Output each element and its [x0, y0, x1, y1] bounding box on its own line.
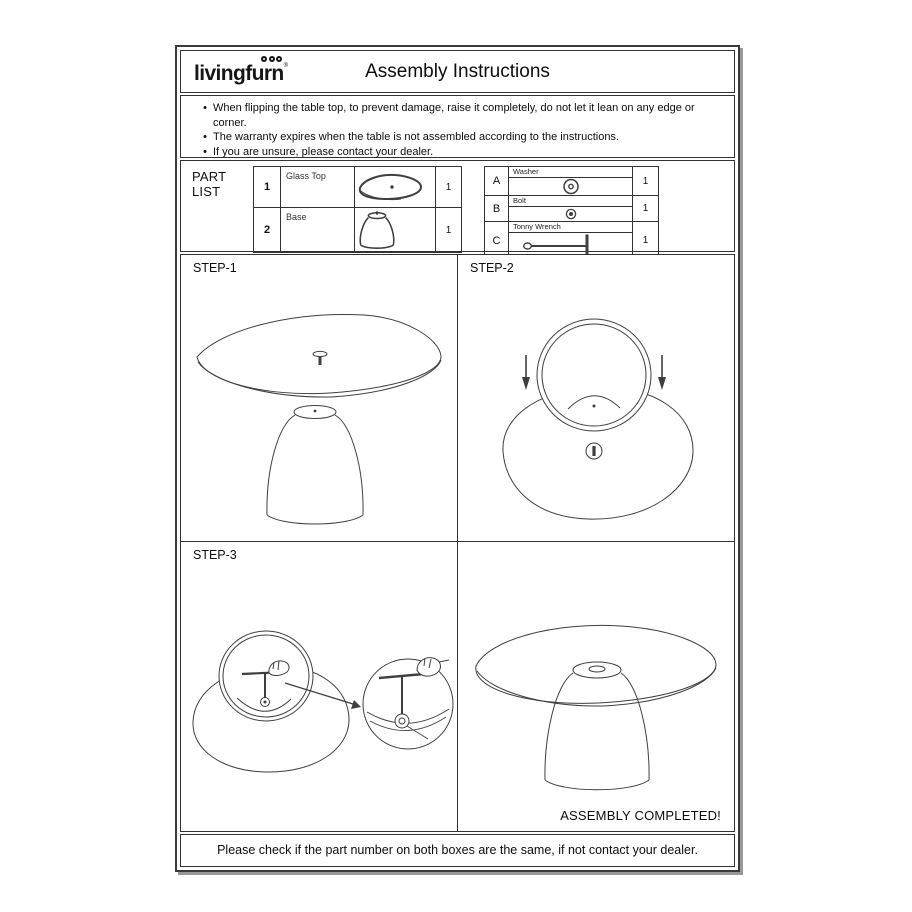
hardware-table-wrap	[484, 166, 659, 260]
step1-illustration	[181, 255, 458, 542]
warning-text: When flipping the table top, to prevent damage, raise it completely, do not let it lean on any edge or corner.	[213, 102, 695, 129]
table-row	[254, 167, 462, 208]
parts-table	[253, 166, 462, 253]
detail-zoom-circle	[363, 658, 453, 749]
part-list-section	[180, 160, 735, 252]
inverted-base-drawing	[537, 319, 651, 431]
hardware-name: Tonny Wrench	[509, 222, 632, 233]
step2-panel	[458, 255, 734, 542]
hardware-cell	[509, 167, 633, 196]
bolt-icon	[509, 207, 632, 221]
step1-panel	[181, 255, 458, 542]
footer-text: Please check if the part number on both boxes are the same, if not contact your dealer.	[217, 843, 698, 857]
base-drawing	[267, 406, 363, 525]
completed-panel	[458, 542, 734, 831]
part-name: Base	[281, 208, 355, 253]
part-name: Glass Top	[281, 167, 355, 208]
part-list-title: PART LIST	[192, 169, 227, 199]
step2-illustration	[458, 255, 734, 542]
arrow-down-icon	[658, 355, 666, 390]
hardware-name: Washer	[509, 167, 632, 178]
step2-label: STEP-2	[470, 261, 514, 275]
hardware-table	[484, 166, 659, 260]
table-row	[485, 167, 659, 196]
header	[180, 50, 735, 93]
instruction-sheet	[175, 45, 740, 872]
hardware-cell	[509, 196, 633, 222]
hardware-id: C	[485, 222, 509, 260]
hardware-qty: 1	[633, 222, 659, 260]
washer-icon	[509, 178, 632, 195]
table-row	[254, 208, 462, 253]
warnings-box	[180, 95, 735, 158]
logo-badge-icons	[261, 56, 282, 62]
logo-text: livingfurn	[194, 62, 284, 85]
glass-top-drawing	[197, 314, 441, 397]
table-row	[485, 196, 659, 222]
step3-illustration	[181, 542, 458, 831]
warning-item	[197, 130, 724, 145]
hardware-name: Bolt	[509, 196, 632, 207]
assembly-completed-text: ASSEMBLY COMPLETED!	[560, 808, 721, 823]
steps-grid	[180, 254, 735, 832]
arrow-down-icon	[522, 355, 530, 390]
completed-illustration	[458, 542, 734, 831]
base-drawing	[545, 662, 649, 790]
step1-label: STEP-1	[193, 261, 237, 275]
part-qty: 1	[436, 167, 462, 208]
hardware-id: A	[485, 167, 509, 196]
warning-item	[197, 145, 724, 160]
step3-panel	[181, 542, 458, 831]
base-drawing	[355, 208, 436, 253]
livingfurn-logo	[194, 62, 288, 86]
warning-item	[197, 101, 724, 130]
bullet-icon: •	[203, 145, 207, 158]
warning-text: The warranty expires when the table is not assembled according to the instructions.	[213, 131, 619, 143]
part-number: 2	[254, 208, 281, 253]
warning-text: If you are unsure, please contact your dealer.	[213, 145, 434, 158]
hardware-id: B	[485, 196, 509, 222]
hardware-qty: 1	[633, 167, 659, 196]
registered-mark: ®	[283, 63, 289, 69]
part-number: 1	[254, 167, 281, 208]
glass-top-drawing	[355, 167, 436, 208]
page-title: Assembly Instructions	[365, 60, 550, 82]
footer-note	[180, 834, 735, 867]
hardware-qty: 1	[633, 196, 659, 222]
bolt-drawing	[586, 443, 602, 459]
bullet-icon: •	[203, 102, 207, 114]
part-qty: 1	[436, 208, 462, 253]
bullet-icon: •	[203, 131, 207, 143]
step3-label: STEP-3	[193, 548, 237, 562]
